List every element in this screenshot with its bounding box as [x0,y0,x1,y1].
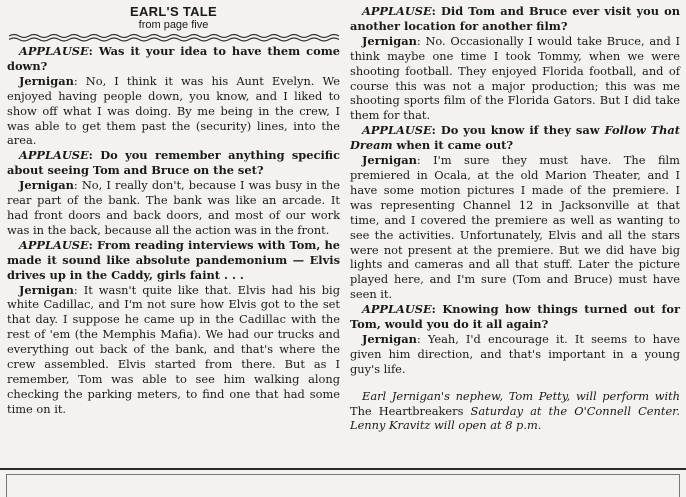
speaker-label: APPLAUSE [362,302,432,317]
note-text-end: Saturday at the O'Connell Center. Lenny Kravitz will open at 8 p.m. [350,403,680,433]
right-column [350,4,680,433]
bottom-rule [0,468,686,470]
left-column [7,4,340,417]
answer-text: No, I think it was his Aunt Evelyn. We enjoyed having people down, you know, and I liked to show off what I was doing. By me being in the crew, I was able to get them past the (security) lines, into the area. [7,73,340,148]
speaker-label: Jernigan [362,153,417,168]
interview-answer: Jernigan: No, I think it was his Aunt Evelyn. We enjoyed having people down, you know, and I liked to show off what I was doing. By me being in the crew, I was able to get them past the (security) lines, into the area. [7,73,340,148]
question-text: Knowing how things turned out for Tom, would you do it all again? [350,302,680,332]
film-title: Follow That Dream [350,123,681,153]
answer-text: No. Occasionally I would take Bruce, and I think maybe one time I took Tommy, when we were shooting football. They enjoyed Florida football, and of course this was not a major production; this was me shooting sports film of the Florida Gators. But I did take them for that. [350,33,680,123]
speaker-label: APPLAUSE [19,237,89,252]
interview-answer: Jernigan: I'm sure they must have. The film premiered in Ocala, at the old Marion Theater, and I have some motion pictures I made of the premiere. I was representing Channel 12 in Jacksonville at that time, and I covered the premiere as well as wanting to see the activities. Unfortunately, Elvis and all the stars were not present at the premiere. But we did have big lights and cameras and all that stuff. Later the picture played here, and I'm sure (Tom and Bruce) must have seen it. [350,153,680,302]
speaker-label: APPLAUSE [362,123,432,138]
continuation-line: from page five [138,19,209,31]
speaker-label: Jernigan [19,73,74,88]
interview-answer: Jernigan: No. Occasionally I would take Bruce, and I think maybe one time I took Tommy, when we were shooting football. They enjoyed Florida football, and of course this was not a major production; this was me shooting sports film of the Florida Gators. But I did take them for that. [350,33,680,123]
article-header [7,4,340,42]
wavy-divider [9,33,339,42]
note-text-start: Earl Jernigan's nephew, Tom Petty, will perform with [362,388,680,403]
author-note [350,389,680,434]
question-text: Was it your idea to have them come down? [7,44,340,73]
answer-text: It wasn't quite like that. Elvis had his big white Cadillac, and I'm not sure how Elvis got to the set that day. I suppose he came up in the Cadillac with the rest of 'em (the Memphis Mafia). We had our trucks and everything out back of the bank, and that's where the crew assembled. Elvis started from there. But as I remember, Tom was able to see him walking along checking the parking meters, to find one that had some time on it. [7,282,340,416]
interview-question: APPLAUSE: Do you remember anything specific about seeing Tom and Bruce on the set? [7,148,340,178]
band-name: The Heartbreakers [350,403,464,418]
interview-question: APPLAUSE: From reading interviews with Tom, he made it sound like absolute pandemonium — Elvis drives up in the Caddy, girls faint . . . [7,237,340,282]
answer-text: No, I really don't, because I was busy in the rear part of the bank. The bank was like an arcade. It had front doors and back doors, and most of our work was in the back, because all the action was in the front. [7,178,340,237]
article-title: EARL'S TALE [129,4,218,19]
speaker-label: Jernigan [19,282,74,297]
speaker-label: Jernigan [19,178,74,193]
answer-text: I'm sure they must have. The film premiered in Ocala, at the old Marion Theater, and I have some motion pictures I made of the premiere. I was representing Channel 12 in Jacksonville at that time, and I covered the premiere as well as wanting to see the activities. Unfortunately, Elvis and all the stars were not present at the premiere. But we did have big lights and cameras and all that stuff. Later the picture played here, and I'm sure (Tom and Bruce) must have seen it. [350,153,680,302]
speaker-label: APPLAUSE [362,4,432,18]
question-text: Did Tom and Bruce ever visit you on another location for another film? [350,4,680,33]
interview-question: APPLAUSE: Knowing how things turned out for Tom, would you do it all again? [350,302,680,332]
interview-question: APPLAUSE: Do you know if they saw Follow That Dream when it came out? [350,123,681,153]
question-text: Do you remember anything specific about seeing Tom and Bruce on the set? [7,148,340,178]
speaker-label: APPLAUSE [19,148,89,163]
question-text-end: when it came out? [392,138,514,153]
speaker-label: Jernigan [362,331,417,346]
question-text-start: Do you know if they saw [440,123,605,138]
answer-text: Yeah, I'd encourage it. It seems to have given him direction, and that's important in a young guy's life. [350,331,680,376]
interview-answer: Jernigan: It wasn't quite like that. Elvis had his big white Cadillac, and I'm not sure how Elvis got to the set that day. I suppose he came up in the Cadillac with the rest of 'em (the Memphis Mafia). We had our trucks and everything out back of the bank, and that's where the crew assembled. Elvis started from there. But as I remember, Tom was able to see him walking along checking the parking meters, to find one that had some time on it. [7,282,340,416]
interview-answer: Jernigan: No, I really don't, because I was busy in the rear part of the bank. The bank was like an arcade. It had front doors and back doors, and most of our work was in the back, because all the action was in the front. [7,178,340,237]
interview-question: APPLAUSE: Did Tom and Bruce ever visit you on another location for another film? [350,4,680,33]
next-article-border [6,474,680,497]
interview-question: APPLAUSE: Was it your idea to have them come down? [7,44,340,73]
speaker-label: Jernigan [362,33,417,48]
question-text: From reading interviews with Tom, he made it sound like absolute pandemonium — Elvis drives up in the Caddy, girls faint . . . [7,237,340,282]
interview-answer: Jernigan: Yeah, I'd encourage it. It seems to have given him direction, and that's important in a young guy's life. [350,331,680,376]
speaker-label: APPLAUSE [19,44,89,58]
